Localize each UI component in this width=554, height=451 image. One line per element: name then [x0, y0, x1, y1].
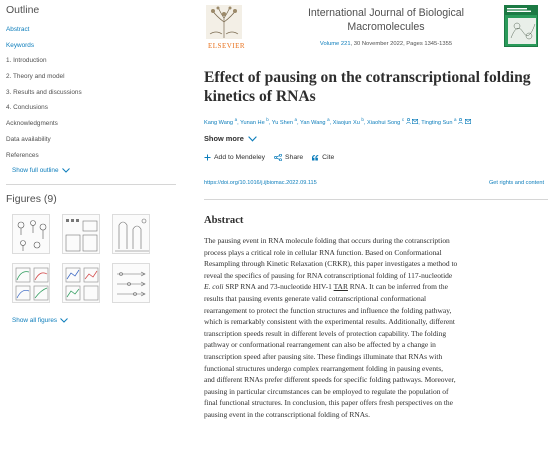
cite-label: Cite [322, 154, 335, 161]
author-name: Tingting Sun [421, 119, 453, 126]
abstract-line: pathway or conformational rearrangement can also be affected by a change in [204, 340, 436, 350]
author-name: Yunan He [240, 119, 265, 126]
author-name: Xiaohui Song [367, 119, 401, 126]
author-affiliation: a [294, 117, 298, 122]
author-name: Yu Shen [271, 119, 293, 126]
show-all-figures-button[interactable] [12, 317, 68, 324]
journal-name-line2: Macromolecules [347, 21, 425, 33]
volume-link[interactable]: Volume 221 [319, 41, 351, 47]
journal-name-line1: International Journal of Biological [307, 7, 465, 19]
share-label: Share [285, 154, 304, 161]
abstract-line: final functional structures. In conclusion, this paper offers fresh perspectives on the [204, 398, 453, 408]
person-icon [406, 118, 411, 124]
abstract-line: and different RNAs prefer different speeds for specific folding pathways. Moreover, [204, 375, 456, 385]
figure-thumbnail-5[interactable] [62, 263, 100, 303]
show-more-button[interactable] [204, 134, 257, 143]
show-more-label: Show more [204, 134, 244, 143]
cite-button[interactable] [312, 154, 334, 161]
abstract-line: rearrangement to protect the function structures and influence the folding pathway, [204, 305, 452, 315]
elsevier-logo[interactable] [204, 4, 246, 50]
article-divider [204, 199, 548, 200]
author-link[interactable] [421, 117, 470, 126]
author-affiliation: b [361, 117, 364, 122]
journal-volume [268, 41, 504, 47]
author-link[interactable]: Yan Wang $^a$, [300, 117, 332, 126]
outline-item-data-availability[interactable]: Data availability [6, 135, 51, 143]
outline-item-references[interactable]: References [6, 151, 39, 159]
figure-thumbnail-1[interactable] [12, 214, 50, 254]
person-icon [458, 118, 463, 124]
article-title-line2: kinetics of RNAs [204, 88, 316, 105]
outline-item-results-and-discussions[interactable]: 3. Results and discussions [6, 88, 82, 96]
author-link[interactable]: Xiaojun Xu $^b$, [332, 117, 366, 126]
chevron-down-icon [62, 168, 70, 173]
author-affiliation: a [454, 117, 457, 122]
journal-name-link[interactable] [268, 6, 504, 34]
share-button[interactable] [274, 154, 303, 161]
figure-6-image [113, 264, 150, 303]
plus-icon [204, 154, 211, 161]
outline-item-theory-and-model[interactable]: 2. Theory and model [6, 73, 65, 81]
author-link[interactable]: Xiaohui Song $^c$ , [367, 117, 420, 126]
abstract-line: The pausing event in RNA molecule folding that occurs during the cotranscription [204, 236, 450, 245]
abstract-line: which is remarkably consistent with the experimental results. Additionally, different [204, 317, 455, 327]
figure-thumbnail-2[interactable] [62, 214, 100, 254]
author-affiliation: b [266, 117, 269, 122]
figure-thumbnail-3[interactable] [112, 214, 150, 254]
figure-thumbnail-6[interactable] [112, 263, 150, 303]
outline-item-abstract[interactable]: Abstract [6, 26, 30, 33]
outline-item-introduction[interactable]: 1. Introduction [6, 57, 47, 65]
elsevier-tree-icon [204, 4, 244, 40]
figure-3-image [113, 215, 150, 254]
abstract-line: Resampling through Kinetic Relaxation (CRKR), this paper investigates a method to [204, 259, 458, 269]
author-affiliation: c [401, 117, 405, 122]
volume-details: , 30 November 2022, Pages 1345-1355 [350, 41, 453, 47]
show-all-figures-label: Show all figures [12, 317, 58, 324]
abstract-line: pausing event in the cotranscriptional folding of RNAs. [204, 409, 370, 419]
sidebar-divider [6, 184, 176, 185]
elsevier-wordmark: ELSEVIER [208, 42, 246, 50]
abstract-line-end: RNA. It can be inferred from the [347, 282, 448, 292]
rights-and-content-link[interactable]: Get rights and content [488, 180, 544, 186]
outline-list [6, 26, 176, 167]
abstract-line: functional structures undergo complex rearrangement folding in pausing events, [204, 363, 443, 373]
show-full-outline-label: Show full outline [12, 167, 59, 174]
author-affiliation: a [234, 117, 238, 122]
journal-cover-art [505, 6, 538, 47]
abstract-line: reveal the specifics of pausing for RNA cotranscriptional folding of 117-nucleotide [204, 270, 453, 280]
species-name: E. coli [204, 282, 224, 292]
outline-item-keywords[interactable]: Keywords [6, 41, 35, 49]
share-icon [274, 154, 282, 161]
chevron-down-icon [248, 136, 257, 142]
abstract-line: pausing in particular circumstances can be employed to regulate the population of [204, 386, 449, 396]
outline-title: Outline [6, 4, 40, 16]
author-name: Yan Wang [300, 119, 326, 126]
figure-1-image [13, 215, 50, 254]
figures-title: Figures (9) [6, 193, 57, 205]
outline-item-acknowledgments[interactable]: Acknowledgments [6, 120, 58, 128]
abstract-line-middle: SRP RNA and 73-nucleotide HIV-1 [223, 282, 334, 292]
author-name: Xiaojun Xu [332, 119, 360, 126]
outline-item-conclusions[interactable]: 4. Conclusions [6, 104, 48, 112]
doi-link[interactable]: https://doi.org/10.1016/j.ijbiomac.2022.09.115 [204, 180, 317, 186]
author-link[interactable]: Kang Wang $^a$, [204, 117, 239, 126]
author-affiliation: a [327, 117, 330, 122]
sidebar [0, 0, 182, 451]
chevron-down-icon [60, 318, 68, 323]
figure-thumbnail-4[interactable] [12, 263, 50, 303]
email-icon [412, 119, 418, 124]
journal-cover-image[interactable] [504, 5, 538, 47]
author-list [204, 117, 548, 126]
tar-term-link[interactable]: TAR [333, 282, 348, 292]
article-title [204, 68, 544, 106]
figure-5-image [63, 264, 100, 303]
abstract-heading: Abstract [204, 215, 244, 226]
email-icon [465, 119, 471, 124]
add-to-mendeley-button[interactable] [204, 154, 265, 161]
author-name: Kang Wang [204, 119, 234, 126]
abstract-line: transcription speed after pausing site. These findings illuminate that RNAs with [204, 351, 443, 361]
abstract-line: transcription speeds result in different levels of protection capability. The folding [204, 328, 447, 338]
article-title-line1: Effect of pausing on the cotranscriptional folding [204, 69, 531, 86]
show-full-outline-button[interactable] [12, 167, 70, 174]
figure-2-image [63, 215, 100, 254]
author-link[interactable]: Yunan He $^b$, [240, 117, 271, 126]
abstract-line: results that pausing events generate valid cotranscriptional conformational [204, 293, 427, 303]
author-link[interactable]: Yu Shen $^a$, [271, 117, 299, 126]
add-to-mendeley-label: Add to Mendeley [214, 154, 266, 161]
abstract-body [204, 235, 544, 421]
quote-icon [312, 155, 319, 161]
figure-4-image [13, 264, 50, 303]
abstract-line: process plays a critical role in cellular RNA function. Based on Conformational [204, 247, 442, 257]
abstract-line-with-markup [204, 281, 544, 293]
article-actions [204, 154, 343, 161]
